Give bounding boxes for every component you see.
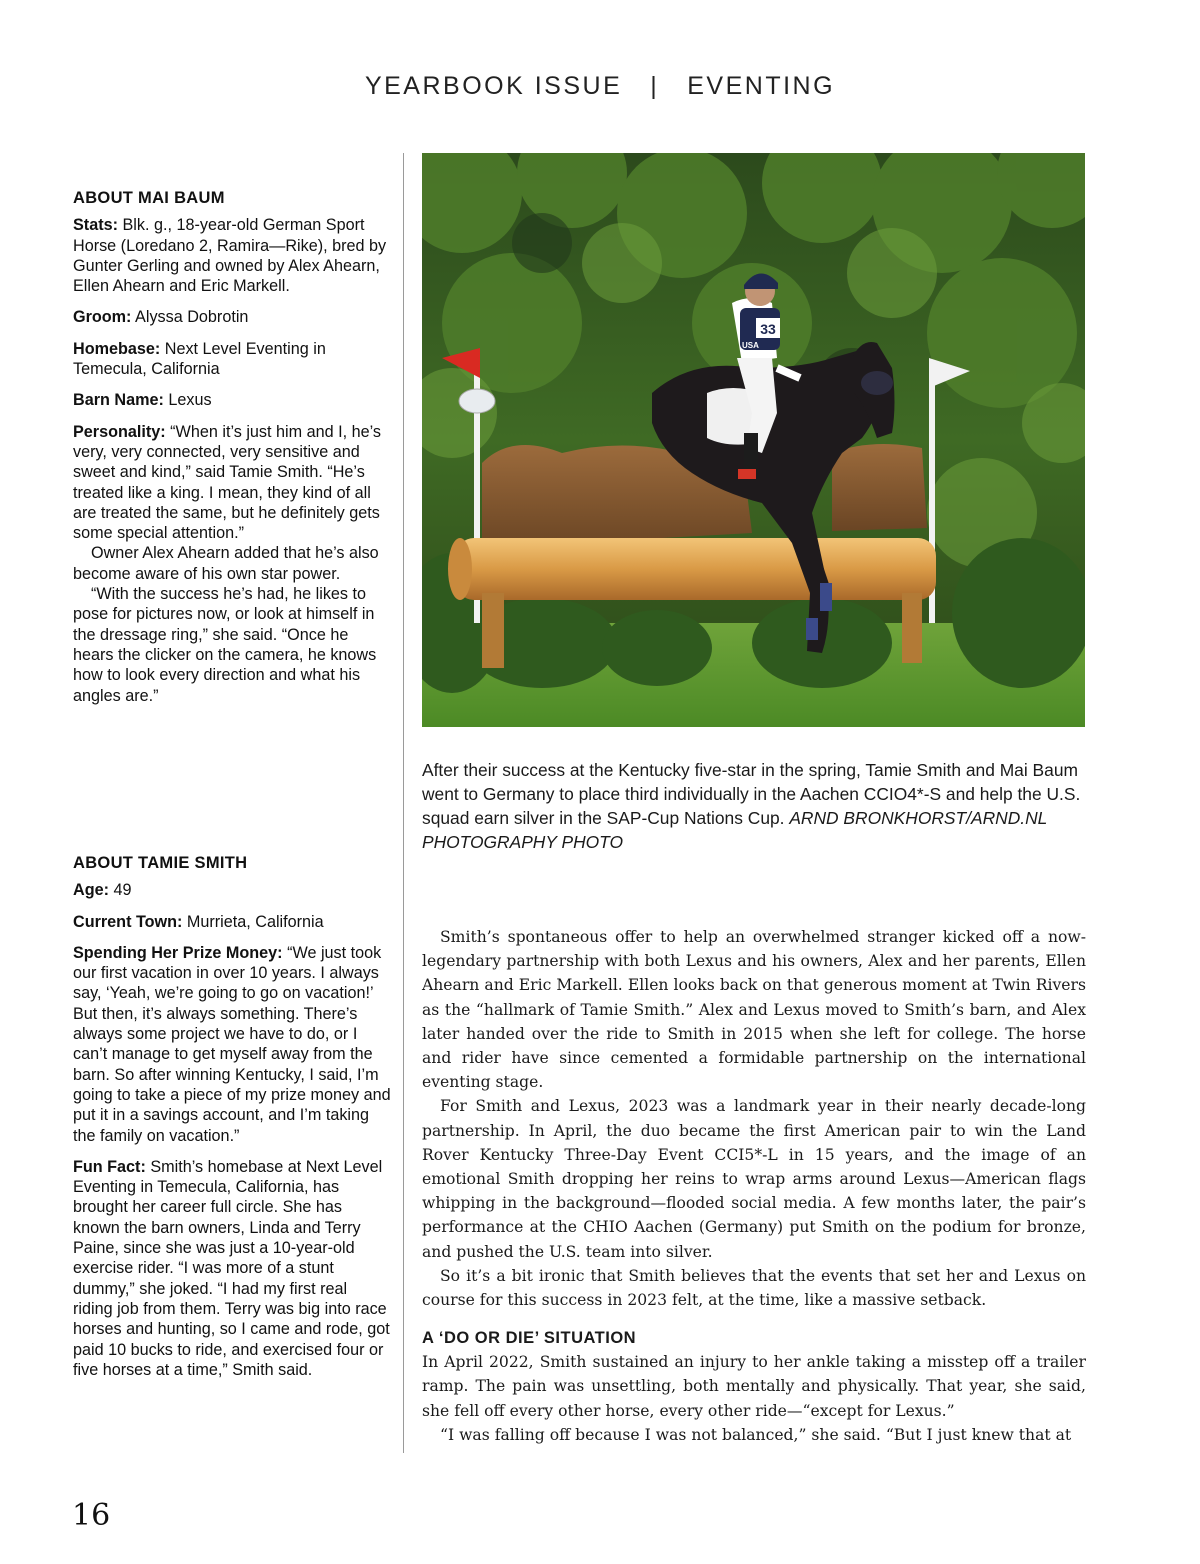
caption-text: After their success at the Kentucky five-star in the spring, Tamie Smith and Mai Baum went to Germany to place third individually in the Aachen CCIO4*-S and help the U.S. squad earn silver in the SAP-Cup Nations Cup. <box>422 760 1081 828</box>
article-paragraph-5: “I was falling off because I was not balanced,” she said. “But I just knew that at <box>440 1425 1072 1444</box>
article-body <box>422 925 1086 1447</box>
header-separator: | <box>650 72 660 100</box>
homebase-entry <box>73 339 391 380</box>
article-paragraph-3: So it’s a bit ironic that Smith believes that the events that set her and Lexus on course for this success in 2023 felt, at the time, like a massive setback. <box>422 1266 1086 1310</box>
age-entry <box>73 880 391 900</box>
sidebar-heading-horse: ABOUT MAI BAUM <box>73 189 225 207</box>
stats-label: Stats: <box>73 216 118 235</box>
category-label: EVENTING <box>687 72 836 100</box>
photo-illustration <box>422 153 1085 727</box>
personality-paragraph-2: Owner Alex Ahearn added that he’s also become aware of his own star power. <box>73 544 379 583</box>
town-text: Murrieta, California <box>182 912 324 931</box>
stats-entry <box>73 215 391 296</box>
town-entry <box>73 912 391 932</box>
barn-name-entry <box>73 390 391 410</box>
age-label: Age: <box>73 881 109 900</box>
bib-country: USA <box>742 341 759 350</box>
town-label: Current Town: <box>73 912 183 931</box>
section-label: YEARBOOK ISSUE <box>364 72 623 100</box>
groom-entry <box>73 307 391 327</box>
barn-name-text: Lexus <box>163 391 212 410</box>
stats-text: Blk. g., 18-year-old German Sport Horse (Loredano 2, Ramira—Rike), bred by Gunter Gerling and owned by Alex Ahearn, Ellen Ahearn and Eric Markell. <box>73 216 387 296</box>
personality-label: Personality: <box>73 422 166 441</box>
fun-fact-entry <box>73 1157 391 1380</box>
column-divider <box>403 153 404 1453</box>
photo-caption <box>422 758 1087 854</box>
age-text: 49 <box>108 881 132 900</box>
article-paragraph-4: In April 2022, Smith sustained an injury to her ankle taking a misstep off a trailer ramp. The pain was unsettling, both mentally and physically. That year, she said, she fell off every other horse, every other ride—“except for Lexus.” <box>422 1353 1086 1420</box>
page-number: 16 <box>72 1498 111 1533</box>
groom-text: Alyssa Dobrotin <box>131 308 249 327</box>
prize-money-label: Spending Her Prize Money: <box>73 943 283 962</box>
running-head <box>0 72 1200 101</box>
sidebar-about-rider <box>73 853 391 1391</box>
personality-text: “When it’s just him and I, he’s very, very connected, very sensitive and sweet and kind,” said Tamie Smith. “He’s treated like a king. I mean, they kind of all are treated the same, but he definitely gets some special attention.” <box>73 422 382 543</box>
article-paragraph-1: Smith’s spontaneous offer to help an overwhelmed stranger kicked off a now-legendary partnership with both Lexus and his owners, Alex and her parents, Ellen Ahearn and Eric Markell. Ellen looks back on that generous moment at Twin Rivers as the “hallmark of Tamie Smith.” Alex and Lexus moved to Smith’s barn, and Alex later handed over the ride to Smith in 2015 when she left for college. The horse and rider have since cemented a formidable partnership on the international eventing stage. <box>422 928 1086 1092</box>
sidebar-about-horse <box>73 188 391 706</box>
homebase-label: Homebase: <box>73 339 161 358</box>
barn-name-label: Barn Name: <box>73 391 164 410</box>
article-paragraph-2: For Smith and Lexus, 2023 was a landmark year in their nearly decade-long partnership. In April, the duo became the first American pair to win the Land Rover Kentucky Three-Day Event CCI5*-L in 15 years, and the image of an emotional Smith dropping her reins to wrap arms around Lexus—American flags whipping in the background—flooded social media. A few months later, the pair’s performance at the CHIO Aachen (Germany) put Smith on the podium for bronze, and pushed the U.S. team into silver. <box>422 1097 1086 1261</box>
personality-entry <box>73 422 391 544</box>
prize-money-entry <box>73 943 391 1146</box>
personality-paragraph-3: “With the success he’s had, he likes to pose for pictures now, or look at himself in the dressage ring,” she said. “Once he hears the clicker on the camera, he knows how to look every direction and what his angles are.” <box>73 585 377 705</box>
homebase-text: Next Level Eventing in Temecula, California <box>73 339 326 379</box>
photo-credit: ARND BRONKHORST/ARND.NL PHOTOGRAPHY PHOTO <box>422 808 1048 852</box>
prize-money-text: “We just took our first vacation in over 10 years. I always say, ‘Yeah, we’re going to go on vacation!’ But then, it’s always something. There’s always some project we have to do, or I can’t manage to get myself away from the barn. So after winning Kentucky, I said, I’m going to take a piece of my prize money and put it in a savings account, and I’m taking the family on vacation.” <box>73 943 391 1145</box>
bib-number: 33 <box>760 321 776 337</box>
fun-fact-text: Smith’s homebase at Next Level Eventing in Temecula, California, has brought her career full circle. She has known the barn owners, Linda and Terry Paine, since she was just a 10-year-old exercise rider. “I was more of a stunt dummy,” she joked. “I had my first real riding job from them. Terry was big into race horses and hunting, so I came and rode, got paid 10 bucks to ride, and exercised four or five horses at a time,” Smith said. <box>73 1157 390 1379</box>
sidebar-heading-rider: ABOUT TAMIE SMITH <box>73 854 248 872</box>
fun-fact-label: Fun Fact: <box>73 1157 146 1176</box>
groom-label: Groom: <box>73 308 132 327</box>
feature-photo <box>422 153 1085 727</box>
article-subhead: A ‘DO OR DIE’ SITUATION <box>422 1329 637 1348</box>
